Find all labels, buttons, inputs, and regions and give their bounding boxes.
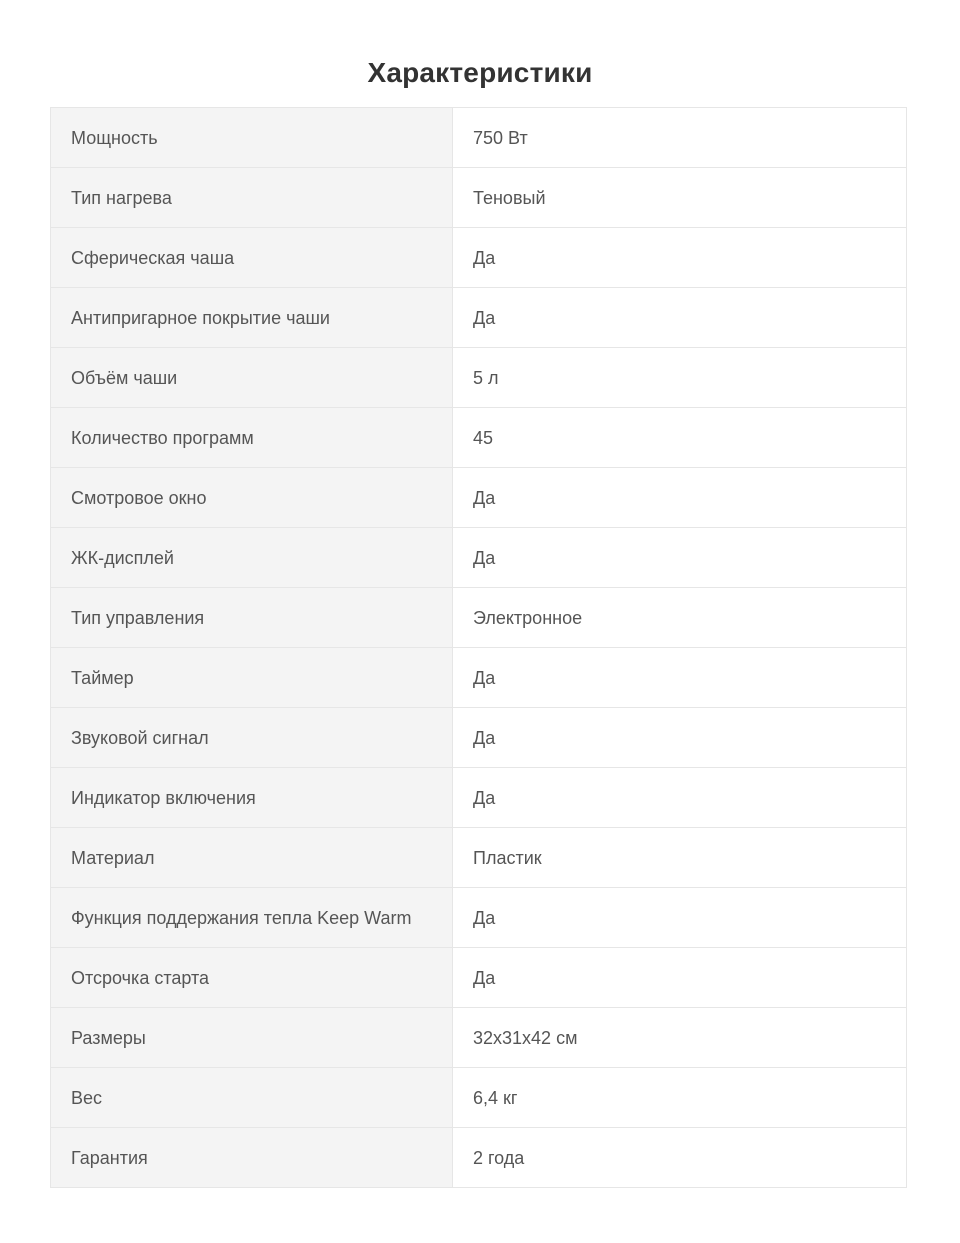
- table-row: [51, 1008, 907, 1068]
- table-row: [51, 588, 907, 648]
- table-row: [51, 828, 907, 888]
- spec-name: Сферическая чаша: [51, 228, 453, 288]
- spec-value: Да: [453, 648, 907, 708]
- spec-name: Объём чаши: [51, 348, 453, 408]
- page-title: Характеристики: [367, 56, 593, 88]
- table-row: [51, 348, 907, 408]
- spec-value: Да: [453, 948, 907, 1008]
- spec-value: Да: [453, 528, 907, 588]
- spec-name: Звуковой сигнал: [51, 708, 453, 768]
- spec-value: Электронное: [453, 588, 907, 648]
- spec-value: Да: [453, 708, 907, 768]
- spec-name: Гарантия: [51, 1128, 453, 1188]
- table-row: [51, 768, 907, 828]
- spec-value: Да: [453, 888, 907, 948]
- table-row: [51, 1068, 907, 1128]
- table-row: [51, 228, 907, 288]
- spec-value: Пластик: [453, 828, 907, 888]
- spec-value: 5 л: [453, 348, 907, 408]
- table-row: [51, 468, 907, 528]
- spec-value: Да: [453, 288, 907, 348]
- spec-value: Да: [453, 768, 907, 828]
- spec-name: Тип управления: [51, 588, 453, 648]
- spec-name: Индикатор включения: [51, 768, 453, 828]
- spec-name: Антипригарное покрытие чаши: [51, 288, 453, 348]
- spec-value: Теновый: [453, 168, 907, 228]
- spec-name: Мощность: [51, 108, 453, 168]
- spec-name: Количество программ: [51, 408, 453, 468]
- table-row: [51, 648, 907, 708]
- spec-value: 750 Вт: [453, 108, 907, 168]
- table-row: [51, 288, 907, 348]
- spec-value: 6,4 кг: [453, 1068, 907, 1128]
- table-row: [51, 708, 907, 768]
- specifications-table: [50, 107, 907, 1188]
- table-row: [51, 408, 907, 468]
- spec-value: Да: [453, 468, 907, 528]
- spec-value: 45: [453, 408, 907, 468]
- table-row: [51, 1128, 907, 1188]
- specifications-table-body: [51, 108, 907, 1188]
- spec-name: Смотровое окно: [51, 468, 453, 528]
- table-row: [51, 888, 907, 948]
- spec-name: Тип нагрева: [51, 168, 453, 228]
- spec-name: ЖК-дисплей: [51, 528, 453, 588]
- spec-name: Таймер: [51, 648, 453, 708]
- spec-name: Размеры: [51, 1008, 453, 1068]
- spec-name: Функция поддержания тепла Keep Warm: [51, 888, 453, 948]
- spec-value: 32х31х42 см: [453, 1008, 907, 1068]
- spec-value: Да: [453, 228, 907, 288]
- spec-name: Материал: [51, 828, 453, 888]
- spec-name: Вес: [51, 1068, 453, 1128]
- table-row: [51, 168, 907, 228]
- table-row: [51, 108, 907, 168]
- spec-name: Отсрочка старта: [51, 948, 453, 1008]
- table-row: [51, 528, 907, 588]
- table-row: [51, 948, 907, 1008]
- spec-value: 2 года: [453, 1128, 907, 1188]
